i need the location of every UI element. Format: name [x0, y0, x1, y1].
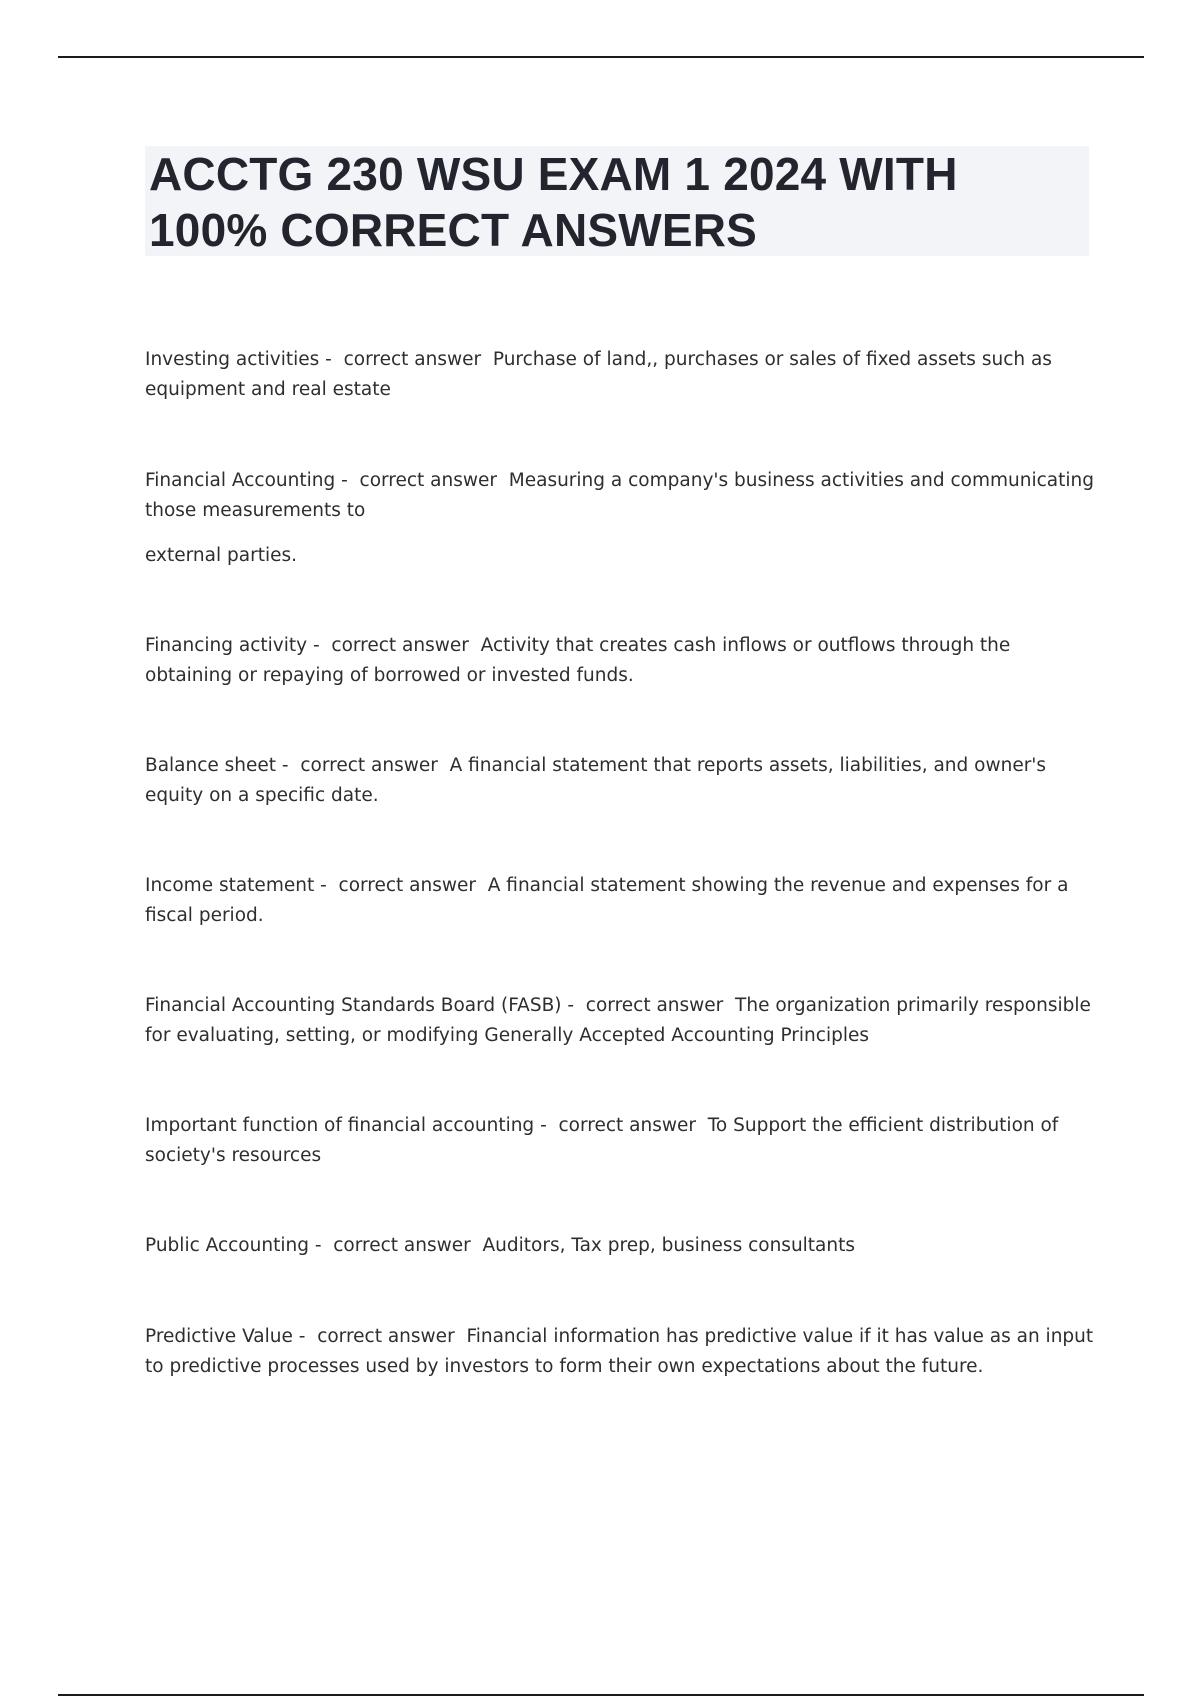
qa-item-public-accounting — [145, 1231, 1095, 1261]
qa-item-predictive-value — [145, 1322, 1095, 1382]
separator: - correct answer — [292, 1326, 467, 1347]
answer: Financial information has predictive value if it has value as an input to predictive processes used by investors to form their own expectations about the future. — [145, 1326, 1094, 1377]
answer: Measuring a company's business activities and communicating those measurements to — [145, 470, 1094, 521]
answer: The organization primarily responsible for evaluating, setting, or modifying Generally Accepted Accounting Principles — [145, 995, 1091, 1046]
title-banner — [145, 146, 1089, 256]
term: Financial Accounting — [145, 470, 336, 491]
separator: - correct answer — [561, 995, 736, 1016]
separator: - correct answer — [308, 1235, 483, 1256]
qa-item-financial-accounting — [145, 466, 1095, 526]
answer: A financial statement showing the revenue and expenses for a fiscal period. — [145, 875, 1069, 926]
qa-item-important-function — [145, 1111, 1095, 1171]
qa-item-financial-accounting-continuation: external parties. — [145, 545, 297, 566]
bottom-rule — [58, 1694, 1144, 1696]
answer: Purchase of land,, purchases or sales of fixed assets such as equipment and real estate — [145, 349, 1052, 400]
qa-item-income-statement — [145, 871, 1095, 931]
qa-item-balance-sheet — [145, 751, 1095, 811]
term: Investing activities — [145, 349, 320, 370]
separator: - correct answer — [534, 1115, 708, 1136]
term: Important function of financial accounting — [145, 1115, 535, 1136]
qa-item-investing-activities — [145, 345, 1095, 405]
answer: Activity that creates cash inflows or outflows through the obtaining or repaying of borrowed or invested funds. — [145, 635, 1011, 686]
separator: - correct answer — [307, 635, 481, 656]
separator: - correct answer — [276, 755, 450, 776]
separator: - correct answer — [335, 470, 509, 491]
term: Predictive Value — [145, 1326, 293, 1347]
separator: - correct answer — [314, 875, 488, 896]
term: Balance sheet — [145, 755, 277, 776]
top-rule — [58, 56, 1144, 58]
answer: To Support the efficient distribution of society's resources — [145, 1115, 1059, 1166]
separator: - correct answer — [319, 349, 493, 370]
term: Financial Accounting Standards Board (FASB) — [145, 995, 562, 1016]
term: Income statement — [145, 875, 315, 896]
answer: Auditors, Tax prep, business consultants — [482, 1235, 856, 1256]
qa-item-financing-activity — [145, 631, 1095, 691]
page-title: ACCTG 230 WSU EXAM 1 2024 WITH 100% CORRECT ANSWERS — [149, 148, 958, 256]
term: Public Accounting — [145, 1235, 309, 1256]
term: Financing activity — [145, 635, 308, 656]
qa-item-fasb — [145, 991, 1095, 1051]
answer: A financial statement that reports assets, liabilities, and owner's equity on a specific date. — [145, 755, 1047, 806]
